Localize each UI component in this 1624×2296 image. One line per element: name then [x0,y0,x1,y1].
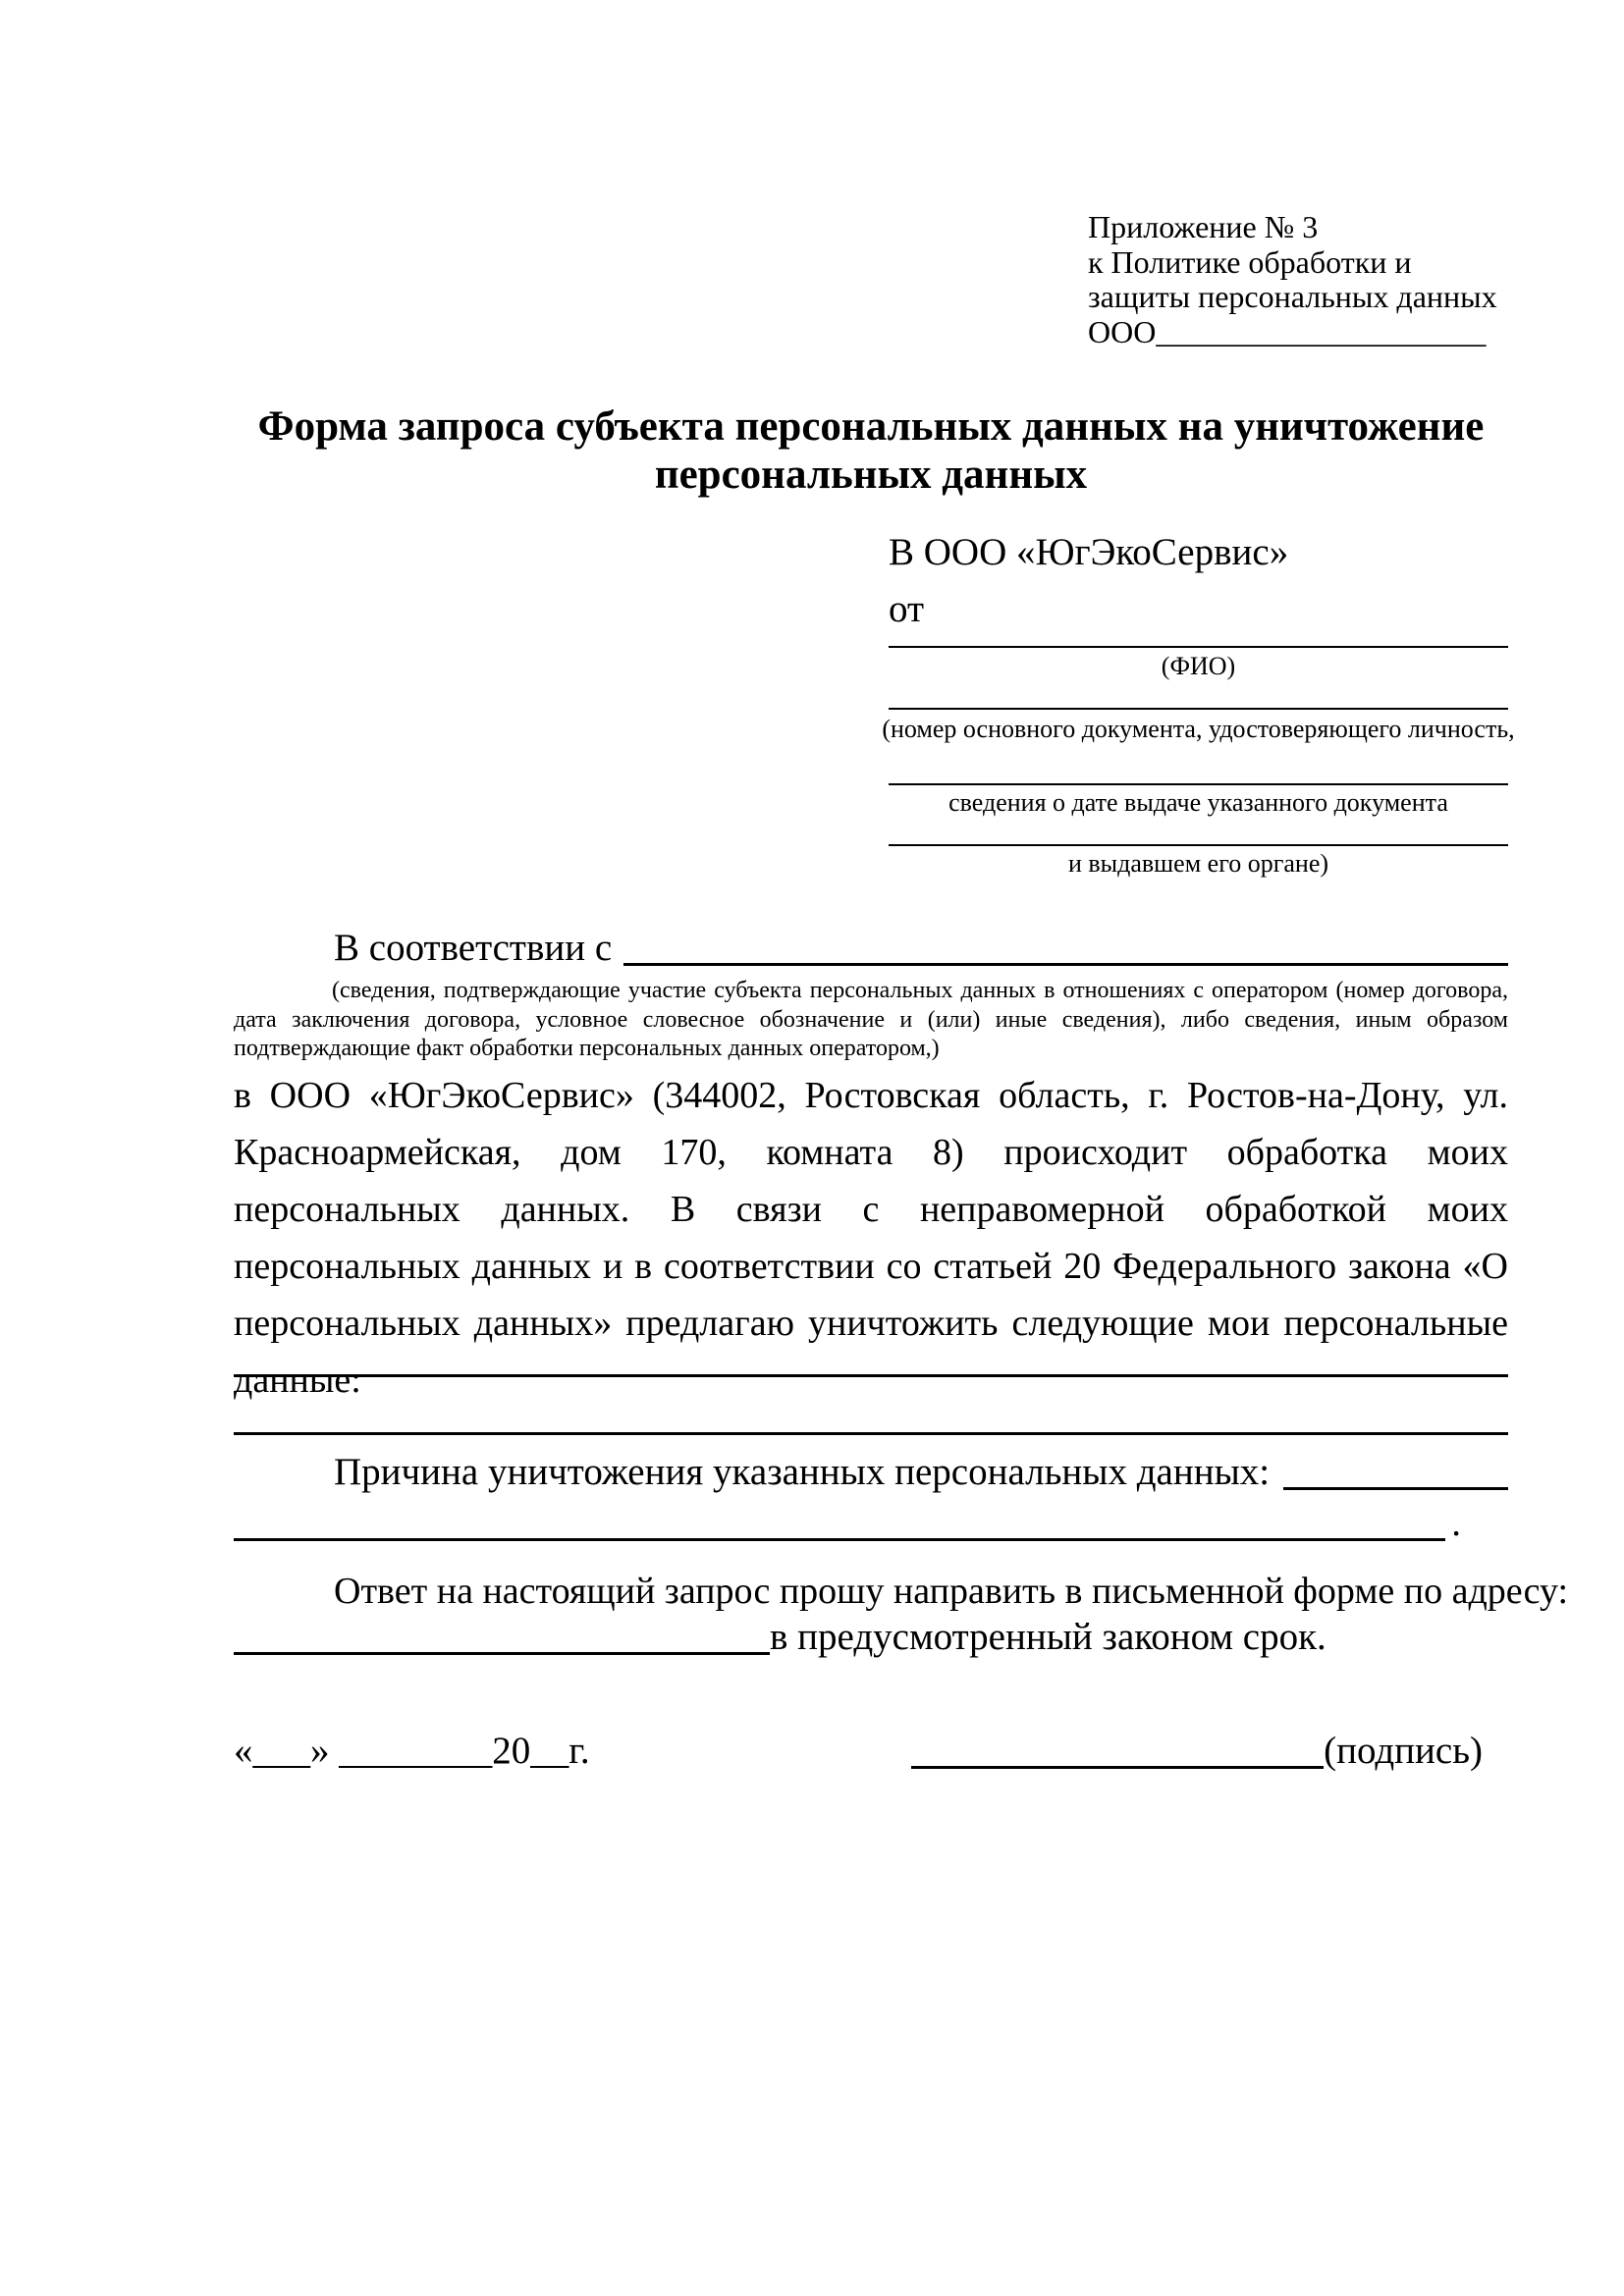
personal-data-blank-line-1 [234,1374,1508,1377]
signature-caption: (подпись) [1324,1730,1483,1772]
accordance-blank-line [623,963,1508,966]
form-title: Форма запроса субъекта персональных данных на уничтожение персональных данных [257,403,1485,498]
reason-blank-line-2 [234,1538,1445,1541]
reason-row [234,1451,1508,1494]
from-label: от [889,588,925,630]
answer-sentence: Ответ на настоящий запрос прошу направить в письменной форме по адресу: [334,1571,1569,1612]
appendix-company-blank: ООО_____________________ [1088,313,1487,349]
reason-row-2 [234,1504,1461,1545]
issuing-authority-caption: и выдавшем его органе) [1067,849,1329,878]
reason-lead: Причина уничтожения указанных персональных данных: [334,1451,1271,1493]
issuing-authority-blank-line [889,844,1508,846]
body-paragraph: в ООО «ЮгЭкоСервис» (344002, Ростовская область, г. Ростов-на-Дону, ул. Красноармейская, дом 170, комната 8) происходит обработка моих персональных данных. В связи с неправомерной обработкой моих персональных данных и в соответствии со статьей 20 Федерального закона «О персональных данных» предлагаю уничтожить следующие мои персональные данные: [234,1075,1508,1401]
fio-caption: (ФИО) [1161,652,1236,680]
signature-blank-line [911,1766,1324,1769]
address-blank-line [234,1652,770,1655]
date-line: «___» ________20__г. [234,1730,590,1772]
reason-blank-line [1283,1487,1508,1490]
answer-row-2 [234,1618,1508,1659]
addressee-block [882,530,1515,903]
recipient-line: В ООО «ЮгЭкоСервис» [889,531,1289,573]
fio-blank-line [889,646,1508,648]
document-number-caption: (номер основного документа, удостоверяющего личность, [882,715,1515,743]
footer-row [234,1730,1508,1773]
answer-tail: в предусмотренный законом срок. [770,1616,1326,1658]
document-number-blank-line [889,708,1508,710]
issue-date-caption: сведения о дате выдаче указанного документа [948,788,1448,817]
appendix-header [1088,210,1510,349]
accordance-lead: В соответствии с [334,927,613,969]
signature-area [911,1729,1483,1773]
accordance-row [234,927,1508,970]
appendix-line-2: к Политике обработки и [1088,243,1412,280]
appendix-line-3: защиты персональных данных [1088,279,1497,314]
reason-period: . [1451,1502,1461,1544]
issue-date-blank-line [889,783,1508,785]
accordance-footnote: (сведения, подтверждающие участие субъекта персональных данных в отношениях с оператором (номер договора, дата заключения договора, условное словесное обозначение и (или) иные сведения), либо сведения, иным образом подтверждающие факт обработки персональных данных оператором,) [234,978,1508,1061]
appendix-line-1: Приложение № 3 [1088,209,1319,244]
personal-data-blank-line-2 [234,1432,1508,1435]
